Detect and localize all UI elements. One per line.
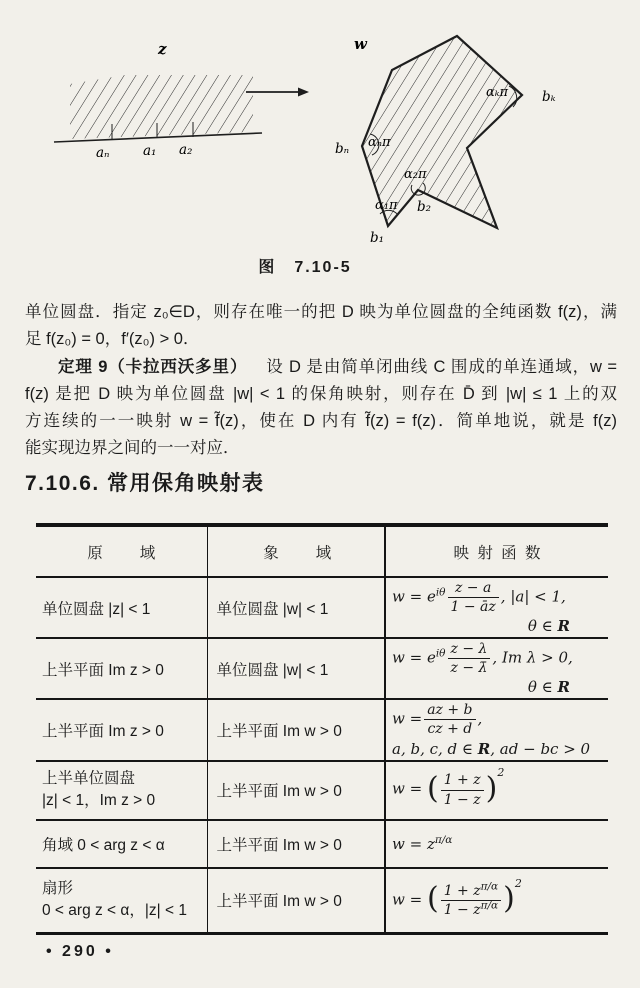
table-header-row bbox=[36, 525, 608, 577]
cell-formula: w = $\frac{az + b}{cz + d}$ , a, b, c, d ∈ R, ad − bc > 0 bbox=[385, 699, 608, 760]
theorem-label: 定理 9（卡拉西沃多里） bbox=[58, 357, 248, 376]
angle-label-an: αₙπ bbox=[368, 135, 391, 150]
vertex-label-b1: b₁ bbox=[370, 230, 385, 246]
header-original-domain: 原 域 bbox=[36, 525, 207, 577]
section-heading: 7.10.6. 常用保角映射表 bbox=[25, 472, 265, 495]
figure-caption: 图 7.10-5 bbox=[258, 259, 352, 276]
page-number: • 290 • bbox=[46, 943, 114, 960]
cell-formula: w = ( $\frac{1 + z^{\pi/\alpha}}{1 - z^{\pi/\alpha}}$ )$^2$ bbox=[392, 876, 522, 918]
table-row bbox=[36, 638, 608, 699]
theorem-line: 方连续的一一映射 w = f̃(z)，使在 D 内有 f̃(z) = f(z)．简单地说，就是 f(z) bbox=[25, 412, 617, 431]
cell-domain: 上半单位圆盘 |z| < 1，Im z > 0 bbox=[36, 761, 207, 820]
table-row bbox=[36, 761, 608, 820]
angle-label-ak: αₖπ bbox=[486, 85, 509, 100]
z-plane-label: z bbox=[158, 40, 167, 58]
theorem-line: 能实现边界之间的一一对应． bbox=[25, 439, 240, 458]
cell-image: 上半平面 Im w > 0 bbox=[207, 868, 385, 934]
cell-image: 单位圆盘 |w| < 1 bbox=[207, 577, 385, 638]
mapping-arrow-icon bbox=[246, 88, 309, 97]
cell-domain: 上半平面 Im z > 0 bbox=[36, 638, 207, 699]
z-plane-diagram bbox=[54, 40, 262, 161]
theorem-text: 设 D 是由简单闭曲线 C 围成的单连通域，w = bbox=[265, 357, 617, 376]
header-mapping-function: 映 射 函 数 bbox=[385, 525, 608, 577]
vertex-label-bk: bₖ bbox=[542, 89, 556, 105]
cell-formula: $w = e^{i\theta}$ $\frac{z - \lambda}{z - \lambdā}$ , Im λ > 0, θ ∈ R bbox=[385, 638, 608, 699]
cell-image: 上半平面 Im w > 0 bbox=[207, 820, 385, 868]
table-row bbox=[36, 868, 608, 934]
cell-formula: $w = z^{\pi/\alpha}$ bbox=[385, 820, 608, 868]
cell-image: 上半平面 Im w > 0 bbox=[207, 699, 385, 760]
theorem-line: f(z) 是把 D 映为单位圆盘 |w| < 1 的保角映射，则存在 D̄ 到 |w| ≤ 1 上的双 bbox=[25, 384, 617, 403]
table-row bbox=[36, 699, 608, 760]
vertex-label-bn: bₙ bbox=[335, 141, 350, 157]
cell-domain: 角域 0 < arg z < α bbox=[36, 820, 207, 868]
body-text bbox=[25, 299, 617, 463]
figure-7-10-5 bbox=[30, 18, 610, 256]
cell-image: 上半平面 Im w > 0 bbox=[207, 761, 385, 820]
table-row bbox=[36, 577, 608, 638]
axis-point-a1: a₁ bbox=[143, 143, 157, 159]
w-plane-diagram bbox=[335, 35, 556, 246]
cell-domain: 上半平面 Im z > 0 bbox=[36, 699, 207, 760]
vertex-label-b2: b₂ bbox=[417, 199, 432, 215]
cell-image: 单位圆盘 |w| < 1 bbox=[207, 638, 385, 699]
paragraph-line: 足 f(z₀) = 0，f′(z₀) > 0． bbox=[25, 330, 200, 349]
angle-label-a1: α₁π bbox=[375, 198, 398, 213]
w-plane-label: w bbox=[354, 35, 367, 53]
conformal-mapping-table bbox=[36, 523, 608, 935]
cell-domain: 单位圆盘 |z| < 1 bbox=[36, 577, 207, 638]
axis-point-a2: a₂ bbox=[179, 142, 193, 158]
cell-formula: w = ( $\frac{1 + z}{1 - z}$ )$^2$ bbox=[385, 761, 608, 820]
cell-formula: $w = e^{i\theta}$ $\frac{z - a}{1 - āz}$ , |a| < 1, θ ∈ R bbox=[385, 577, 608, 638]
angle-label-a2: α₂π bbox=[404, 167, 427, 182]
table-row bbox=[36, 820, 608, 868]
theorem-line bbox=[25, 354, 617, 381]
header-image-domain: 象 域 bbox=[207, 525, 385, 577]
cell-domain: 扇形 0 < arg z < α，|z| < 1 bbox=[36, 868, 207, 934]
z-halfplane-hatched-region bbox=[70, 75, 253, 139]
axis-point-an: aₙ bbox=[96, 145, 110, 161]
paragraph-line: 单位圆盘．指定 z₀∈D，则存在唯一的把 D 映为单位圆盘的全纯函数 f(z)，满 bbox=[25, 303, 617, 321]
